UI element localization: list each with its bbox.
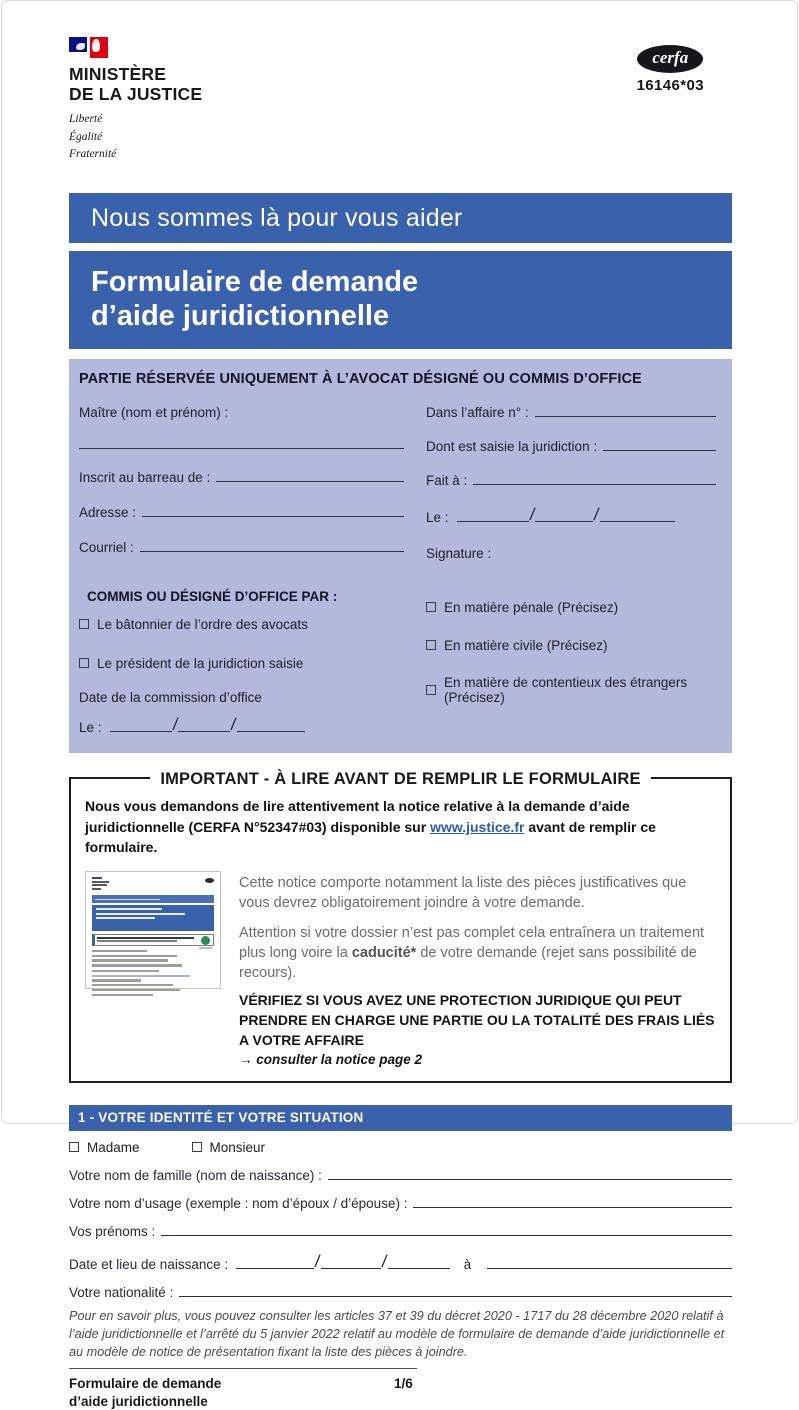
flag-blue-block	[69, 37, 87, 52]
ministry-name: MINISTÈRE DE LA JUSTICE	[69, 64, 203, 105]
naissance-label: Date et lieu de naissance :	[69, 1256, 229, 1272]
legal-footnote: Pour en savoir plus, vous pouvez consulter les articles 37 et 39 du décret 2020 - 1717 du 28 décembre 2020 relatif à l’aide juridictionnelle et l’arrêté du 5 janvier 2022 relatif au modèle de formulaire de demande d’aide juridictionnelle et au modèle de notice de présentation fixant la liste des pièces à joindre.	[69, 1308, 725, 1359]
footer-divider	[69, 1368, 417, 1369]
protection-warning: VÉRIFIEZ SI VOUS AVEZ UNE PROTECTION JURIDIQUE QUI PEUT PRENDRE EN CHARGE UNE PARTIE OU LA TOTALITÉ DES FRAIS LIÉS A VOTRE AFFAIRE	[239, 992, 715, 1049]
nom-famille-label: Votre nom de famille (nom de naissance) :	[69, 1167, 322, 1183]
thumb-note-box	[92, 934, 214, 946]
thumb-logo	[92, 877, 109, 891]
date-input[interactable]: / /	[457, 505, 675, 525]
consult-notice-note: → consulter la notice page 2	[239, 1051, 423, 1067]
flag-red-block	[90, 37, 108, 58]
checkbox-monsieur[interactable]: Monsieur	[192, 1140, 266, 1155]
page-footer	[69, 1368, 732, 1410]
justice-fr-link[interactable]: www.justice.fr	[430, 818, 525, 835]
fait-a-input-line[interactable]	[473, 484, 716, 485]
barreau-input-line[interactable]	[216, 481, 404, 482]
cerfa-badge	[637, 45, 704, 94]
commission-date-label: Date de la commission d’office	[79, 690, 262, 706]
checkbox-icon[interactable]	[426, 602, 436, 612]
courriel-label: Courriel :	[79, 540, 134, 556]
form-page	[1, 0, 798, 1409]
signature-label: Signature :	[426, 546, 492, 562]
notice-thumbnail	[85, 871, 221, 989]
checkbox-president[interactable]: Le président de la juridiction saisie	[79, 656, 303, 671]
cerfa-logo-icon: cerfa	[637, 45, 703, 73]
maitre-input-line[interactable]	[79, 448, 404, 449]
juridiction-input-line[interactable]	[603, 450, 716, 451]
page-header	[69, 37, 732, 163]
page-number: 1/6	[394, 1376, 413, 1392]
prenoms-input-line[interactable]	[161, 1235, 732, 1236]
adresse-input-line[interactable]	[142, 516, 404, 517]
form-title: Formulaire de demande d’aide juridictionnelle	[69, 251, 732, 349]
naissance-date-input[interactable]: / /	[236, 1252, 449, 1272]
gender-row	[69, 1140, 732, 1155]
juridiction-label: Dont est saisie la juridiction :	[426, 439, 598, 455]
help-banner: Nous sommes là pour vous aider	[69, 193, 732, 243]
checkbox-matiere-civile[interactable]: En matière civile (Précisez)	[426, 638, 608, 653]
lawyer-reserved-section	[69, 359, 732, 753]
notice-paragraph-2: Attention si votre dossier n’est pas complet cela entraînera un traitement plus long voire la caducité* de votre demande (rejet sans possibilité de recours).	[239, 925, 705, 982]
affaire-input-line[interactable]	[535, 416, 716, 417]
commission-le-label: Le :	[79, 720, 102, 736]
section-1-header: 1 - VOTRE IDENTITÉ ET VOTRE SITUATION	[69, 1105, 732, 1131]
checkbox-matiere-penale[interactable]: En matière pénale (Précisez)	[426, 600, 618, 615]
nationalite-label: Votre nationalité :	[69, 1284, 174, 1300]
lawyer-section-title: PARTIE RÉSERVÉE UNIQUEMENT À L’AVOCAT DÉSIGNÉ OU COMMIS D’OFFICE	[79, 371, 642, 388]
maitre-label: Maître (nom et prénom) :	[79, 405, 229, 421]
checkbox-icon[interactable]	[192, 1142, 202, 1152]
republic-motto: Liberté Égalité Fraternité	[69, 113, 117, 160]
checkbox-batonnier[interactable]: Le bâtonnier de l’ordre des avocats	[79, 617, 308, 632]
le-label: Le :	[426, 510, 449, 526]
checkbox-matiere-etrangers[interactable]: En matière de contentieux des étrangers (Précisez)	[426, 675, 716, 705]
nationalite-input-line[interactable]	[179, 1296, 732, 1297]
checkbox-icon[interactable]	[426, 640, 436, 650]
naissance-a-label: à	[463, 1256, 472, 1272]
checkbox-icon[interactable]	[69, 1142, 79, 1152]
prenoms-label: Vos prénoms :	[69, 1223, 156, 1239]
cerfa-number: 16146*03	[636, 77, 704, 94]
nom-usage-label: Votre nom d’usage (exemple : nom d’époux / d’épouse) :	[69, 1195, 408, 1211]
courriel-input-line[interactable]	[140, 551, 404, 552]
barreau-label: Inscrit au barreau de :	[79, 470, 211, 486]
thumb-cerfa-icon	[205, 878, 214, 883]
nom-famille-input-line[interactable]	[328, 1179, 732, 1180]
ministry-logo	[69, 37, 202, 163]
important-intro: Nous vous demandons de lire attentivement la notice relative à la demande d’aide juridictionnelle (CERFA N°52347#03) disponible sur www.justice.fr avant de remplir ce formulaire.	[85, 798, 656, 856]
nom-usage-input-line[interactable]	[413, 1207, 732, 1208]
affaire-label: Dans l’affaire n° :	[426, 405, 529, 421]
commis-title: COMMIS OU DÉSIGNÉ D’OFFICE PAR :	[87, 589, 338, 605]
footer-title: Formulaire de demande d’aide juridictionnelle	[69, 1376, 222, 1409]
thumb-title-block	[92, 905, 214, 931]
important-title: IMPORTANT - À LIRE AVANT DE REMPLIR LE FORMULAIRE	[150, 770, 650, 789]
thumb-text-lines	[92, 950, 214, 996]
french-flag-icon	[69, 37, 202, 59]
thumb-help-banner	[92, 895, 214, 903]
notice-paragraph-1: Cette notice comporte notamment la liste des pièces justificatives que vous devrez obligatoirement joindre à votre demande.	[239, 875, 687, 912]
checkbox-icon[interactable]	[426, 685, 436, 695]
checkbox-icon[interactable]	[79, 619, 89, 629]
adresse-label: Adresse :	[79, 505, 137, 521]
checkbox-madame[interactable]: Madame	[69, 1140, 140, 1155]
checkbox-icon[interactable]	[79, 658, 89, 668]
lieu-naissance-input-line[interactable]	[487, 1268, 732, 1269]
fait-a-label: Fait à :	[426, 473, 468, 489]
commission-date-input[interactable]: / /	[110, 715, 305, 735]
important-notice-section	[69, 770, 732, 1083]
